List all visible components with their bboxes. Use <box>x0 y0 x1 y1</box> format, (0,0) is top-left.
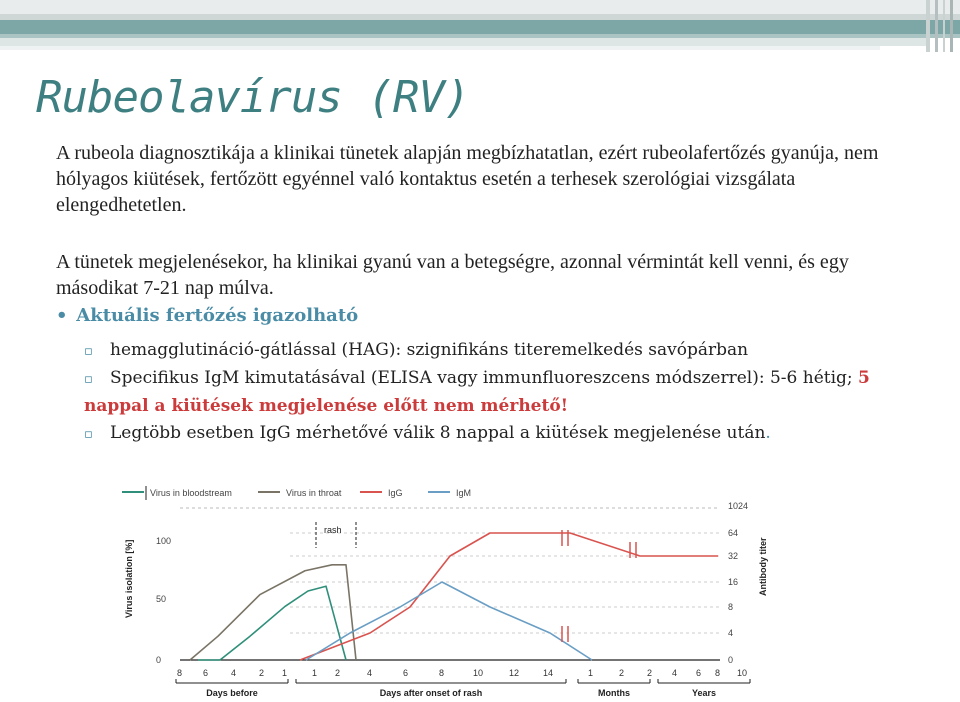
subitem-text: Legtöbb esetben IgG mérhetővé válik 8 nappal a kiütések megjelenése után <box>110 423 766 443</box>
subitem-igg <box>84 420 904 448</box>
square-bullet-icon: ▫ <box>84 372 93 387</box>
subitem-highlight: 5 nappal a kiütések megjelenése előtt nem mérhető! <box>84 368 870 416</box>
x-group-label: Months <box>598 688 630 698</box>
slide-title: Rubeolavírus (RV) <box>36 72 470 123</box>
x-tick-label: 8 <box>177 668 183 678</box>
y-right-title: Antibody titer <box>758 537 768 596</box>
chart-legend <box>122 486 471 500</box>
x-tick-label: 6 <box>696 668 702 678</box>
rash-label: rash <box>324 525 342 535</box>
y-right-tick: 32 <box>728 551 739 561</box>
legend-label: IgG <box>388 488 403 498</box>
y-left-tick: 100 <box>156 536 172 546</box>
y-left-tick: 50 <box>156 594 167 604</box>
subitem-igm <box>84 365 904 419</box>
y-left-tick: 0 <box>156 655 162 665</box>
subitem-text: Specifikus IgM kimutatásával (ELISA vagy immunfluoreszcens módszerrel): 5-6 hétig; <box>110 368 859 388</box>
bullet-dot-icon: • <box>56 305 68 326</box>
y-right-tick: 8 <box>728 602 734 612</box>
y-right-tick: 16 <box>728 577 739 587</box>
y-right-tick: 4 <box>728 628 734 638</box>
x-tick-label: 1 <box>312 668 318 678</box>
x-tick-label: 2 <box>647 668 653 678</box>
legend-label: Virus in throat <box>286 488 342 498</box>
y-left-title: Virus isolation [%] <box>124 539 134 618</box>
x-tick-label: 8 <box>439 668 445 678</box>
chart-series <box>190 530 718 660</box>
x-tick-label: 1 <box>588 668 594 678</box>
x-group-label: Days after onset of rash <box>379 688 483 698</box>
x-tick-label: 2 <box>619 668 625 678</box>
x-tick-label: 4 <box>231 668 237 678</box>
legend-label: IgM <box>456 488 472 498</box>
x-tick-label: 2 <box>259 668 265 678</box>
x-tick-label: 14 <box>543 668 554 678</box>
bullet-text: Aktuális fertőzés igazolható <box>76 305 359 326</box>
subitem-hag <box>84 337 904 365</box>
x-group-label: Years <box>691 688 717 698</box>
x-tick-label: 4 <box>367 668 373 678</box>
square-bullet-icon: ▫ <box>84 344 93 359</box>
chart-axes <box>124 501 768 678</box>
y-right-tick: 1024 <box>728 501 749 511</box>
x-tick-label: 2 <box>335 668 341 678</box>
x-group-label: Days before <box>206 688 258 698</box>
y-right-tick: 0 <box>728 655 734 665</box>
antibody-chart <box>110 478 770 702</box>
paragraph-sampling: A tünetek megjelenésekor, ha klinikai gyanú van a betegségre, azonnal vérmintát kell venni, és egy másodikat 7-21 nap múlva. <box>56 251 849 299</box>
series-throat <box>190 565 356 660</box>
slide-top-decoration <box>0 0 960 52</box>
y-right-tick: 64 <box>728 528 739 538</box>
x-tick-label: 4 <box>672 668 678 678</box>
top-stripes <box>0 0 960 52</box>
x-tick-label: 10 <box>737 668 748 678</box>
x-tick-label: 1 <box>282 668 288 678</box>
bullet-current-infection <box>56 305 358 326</box>
subitem-end: . <box>765 423 771 443</box>
x-tick-label: 6 <box>203 668 209 678</box>
paragraph-intro: A rubeola diagnosztikája a klinikai tünetek alapján megbízhatatlan, ezért rubeolafertőzés gyanúja, nem hólyagos kiütések, fertőzött egyénnel való kontaktus esetén a terhesek szerológiai vizsgálata elengedhetetlen. <box>56 142 879 216</box>
chart-x-groups <box>176 679 750 698</box>
x-tick-label: 12 <box>509 668 520 678</box>
subitem-text: hemagglutináció-gátlással (HAG): szignifikáns titeremelkedés savópárban <box>110 340 749 360</box>
x-tick-label: 8 <box>715 668 721 678</box>
x-tick-label: 6 <box>403 668 409 678</box>
square-bullet-icon: ▫ <box>84 427 93 442</box>
x-tick-label: 10 <box>473 668 484 678</box>
legend-label: Virus in bloodstream <box>150 488 232 498</box>
series-igg <box>300 533 718 660</box>
